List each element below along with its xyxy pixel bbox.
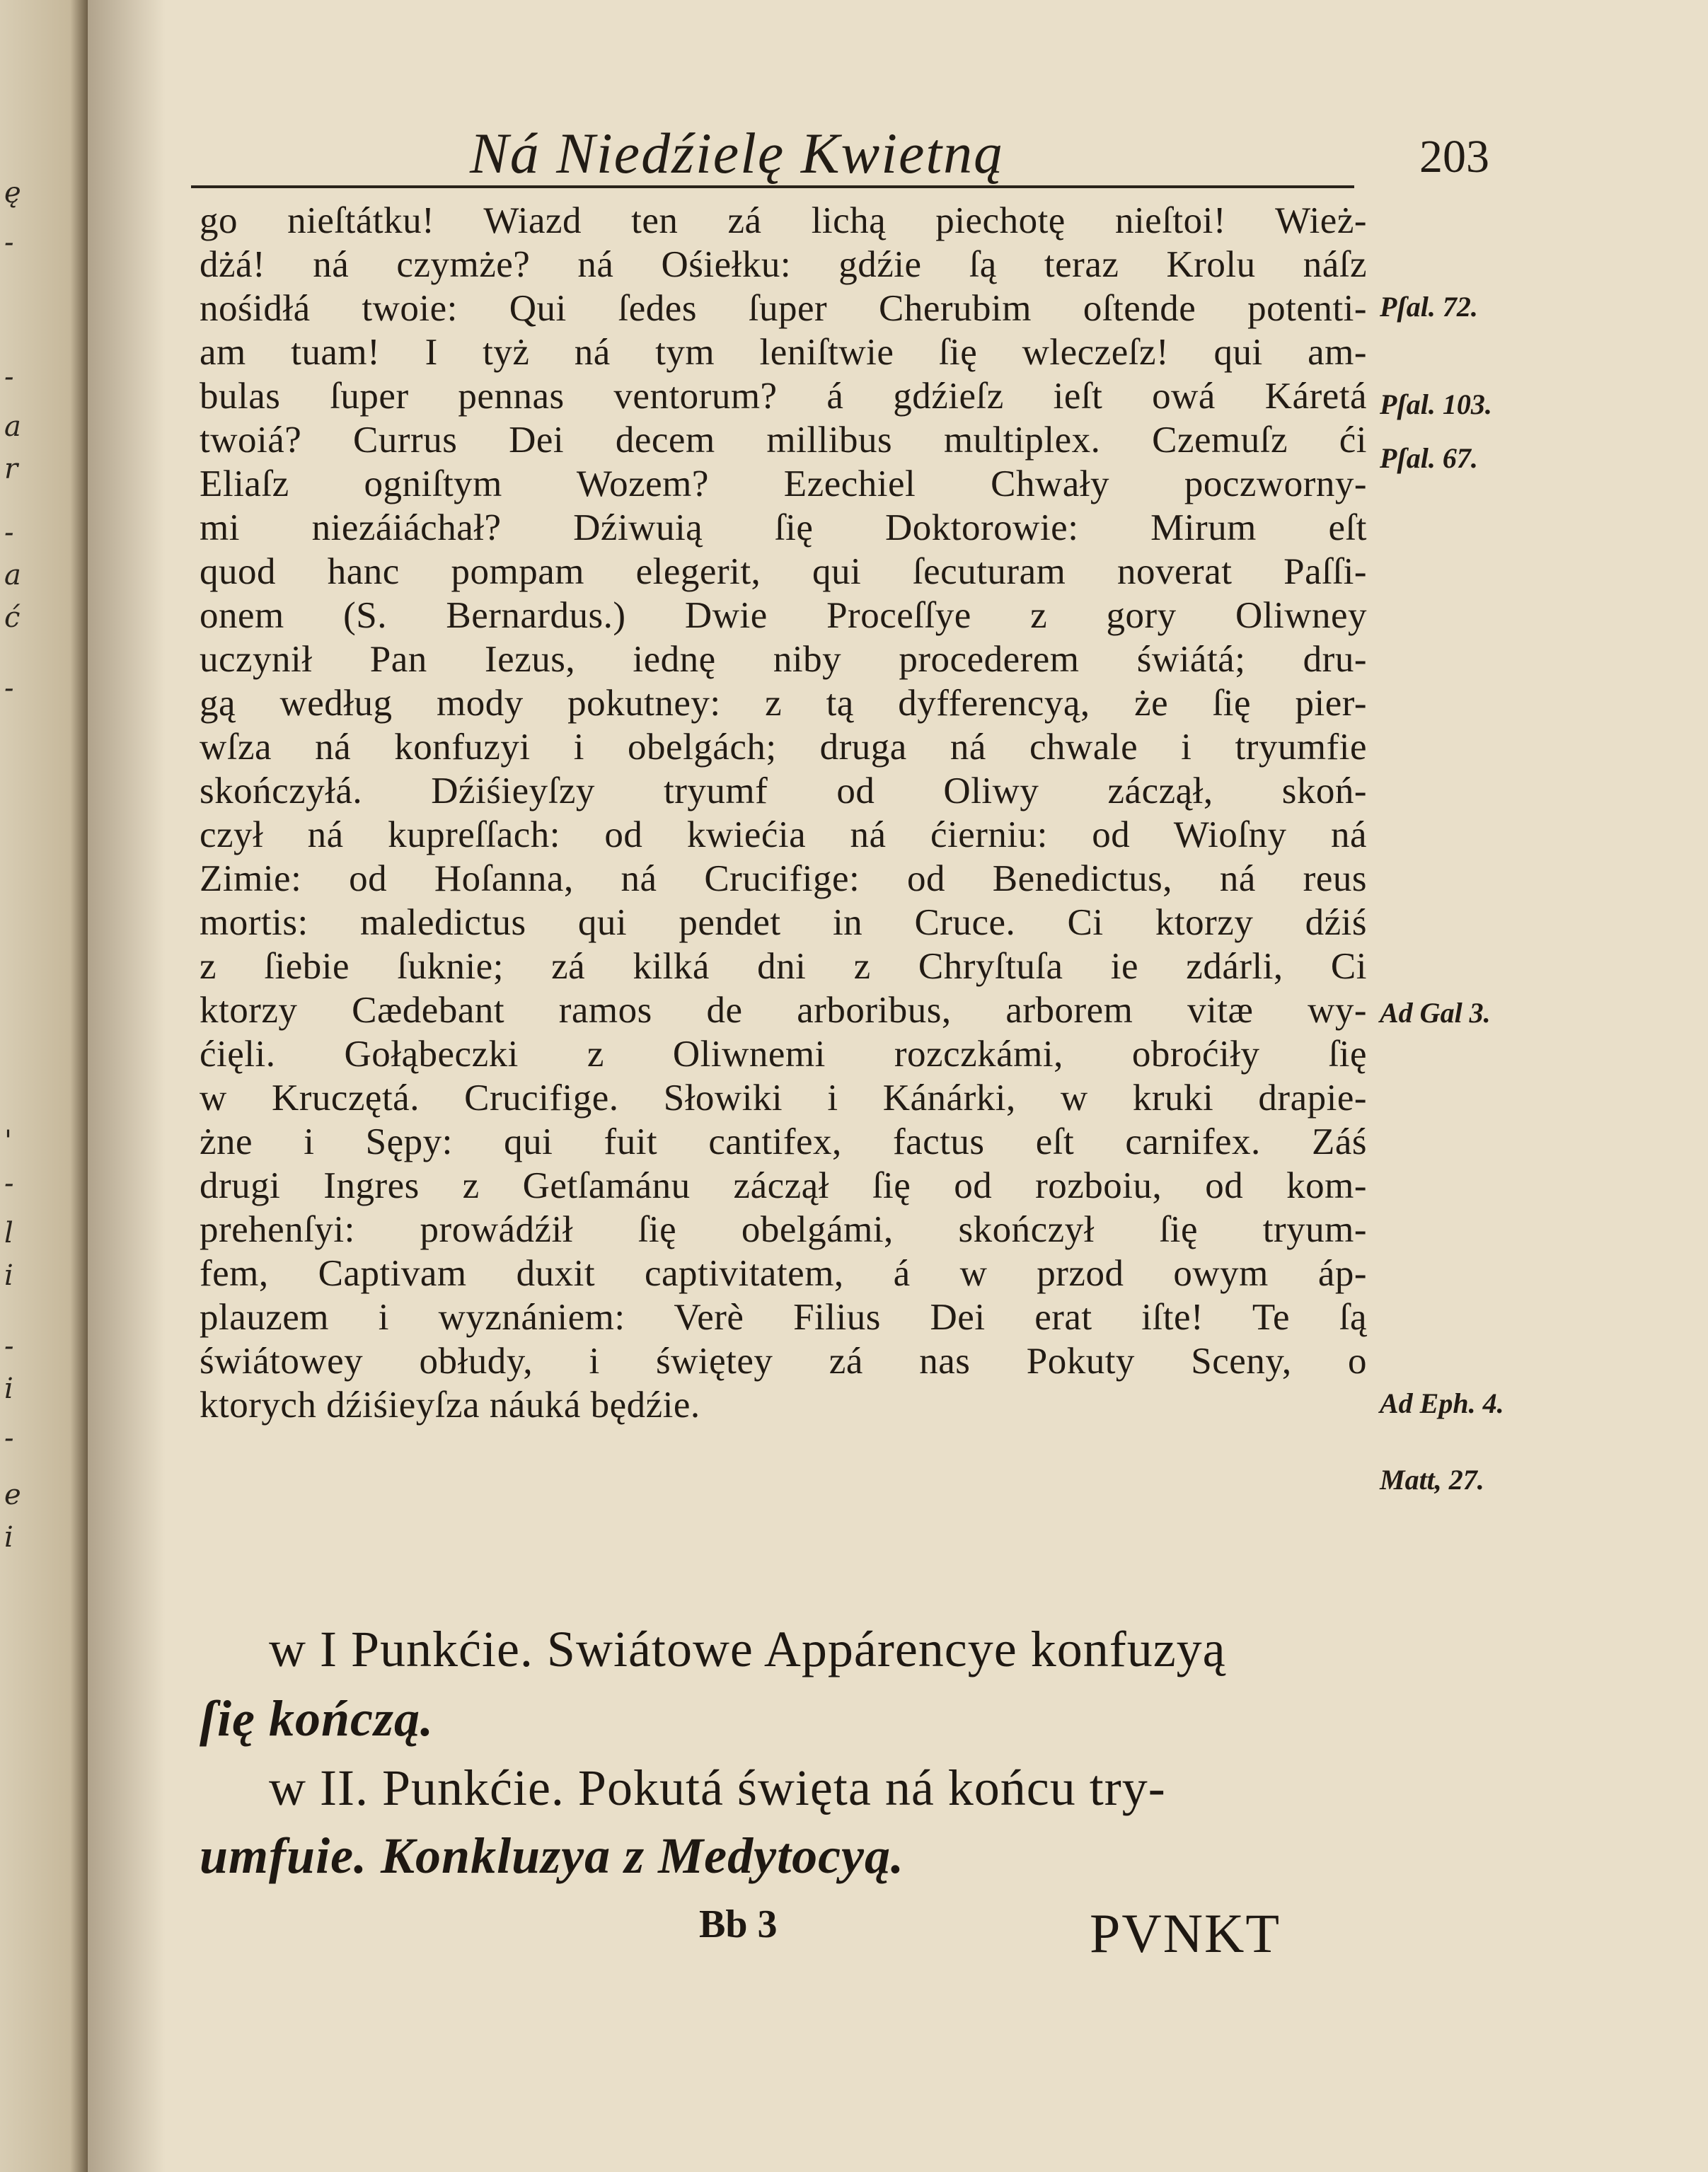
running-title: Ná Niedźielę Kwietną (470, 121, 1005, 185)
text-line: w Kruczętá. Crucifige. Słowiki i Kánárki, w kruki drapie- (200, 1078, 1367, 1119)
left-fragment: i (4, 1259, 13, 1292)
text-line: gą według mody pokutney: z tą dyfferencyą, że ſię pier- (200, 683, 1367, 724)
text-line: z ſiebie ſuknie; zá kilká dni z Chryſtuſa ie zdárli, Ci (200, 946, 1367, 987)
margin-note: Pſal. 103. (1380, 388, 1492, 420)
margin-note: Ad Eph. 4. (1380, 1387, 1504, 1419)
text-line: am tuam! I tyż ná tym leniſtwie ſię wleczeſz! qui am- (200, 332, 1367, 373)
text-line: wſza ná konfuzyi i obelgách; druga ná chwale i tryumfie (200, 727, 1367, 768)
left-fragment: - (4, 226, 14, 259)
text-line: uczynił Pan Iezus, iednę niby procederem świátá; dru- (200, 639, 1367, 680)
text-line: ćięli. Gołąbeczki z Oliwnemi rozczkámi, obroćiły ſię (200, 1034, 1367, 1075)
text-line: fem, Captivam duxit captivitatem, á w przod owym áp- (200, 1253, 1367, 1294)
text-line: ktorych dźiśieyſza náuká będźie. (200, 1385, 700, 1426)
text-line: mi niezáiáchał? Dźiwuią ſię Doktorowie: Mirum eſt (200, 507, 1367, 548)
left-fragment: ę (4, 177, 21, 209)
text-line: Eliaſz ogniſtym Wozem? Ezechiel Chwały poczworny- (200, 463, 1367, 504)
text-line: go nieſtátku! Wiazd ten zá lichą piechotę nieſtoi! Wież- (200, 200, 1367, 241)
text-line: prehenſyi: prowádźił ſię obelgámi, skończył ſię tryum- (200, 1209, 1367, 1250)
text-line: twoiá? Currus Dei decem millibus multiplex. Czemuſz ći (200, 420, 1367, 461)
left-fragment: - (4, 516, 14, 549)
text-line: plauzem i wyznániem: Verè Filius Dei erat iſte! Te ſą (200, 1297, 1367, 1338)
left-fragment: - (4, 1422, 14, 1455)
text-line: Zimie: od Hoſanna, ná Crucifige: od Benedictus, ná reus (200, 858, 1367, 899)
text-line: mortis: maledictus qui pendet in Cruce. Ci ktorzy dźiś (200, 902, 1367, 943)
left-fragment: ć (4, 601, 21, 634)
text-line: drugi Ingres z Getſamánu záczął ſię od rozboiu, od kom- (200, 1165, 1367, 1206)
left-page-edge (0, 0, 88, 2172)
left-fragment: a (4, 559, 21, 591)
text-line: skończyłá. Dźiśieyſzy tryumf od Oliwy záczął, skoń- (200, 770, 1367, 811)
text-line: czył ná kupreſſach: od kwiećia ná ćierniu: od Wioſny ná (200, 814, 1367, 855)
text-line: nośidłá twoie: Qui ſedes ſuper Cherubim oſtende potenti- (200, 288, 1367, 329)
catchword: PVNKT (1090, 1902, 1281, 1964)
left-fragment: i (4, 1373, 13, 1405)
text-line: żne i Sępy: qui fuit cantifex, factus eſt carnifex. Záś (200, 1121, 1367, 1162)
text-line: bulas ſuper pennas ventorum? á gdźieſz ieſt owá Káretá (200, 376, 1367, 417)
point-heading-1-cont: ſię kończą. (200, 1690, 434, 1747)
text-line: ktorzy Cædebant ramos de arboribus, arborem vitæ wy- (200, 990, 1367, 1031)
left-fragment: - (4, 361, 14, 393)
page-number: 203 (1419, 131, 1489, 183)
text-line: dżá! ná czymże? ná Ośiełku: gdźie ſą teraz Krolu náſz (200, 244, 1367, 285)
left-fragment: e (4, 1479, 21, 1511)
left-fragment: ' (4, 1125, 12, 1157)
margin-note: Ad Gal 3. (1380, 997, 1491, 1029)
signature-mark: Bb 3 (699, 1902, 778, 1946)
point-heading-2: w II. Punkćie. Pokutá święta ná końcu try- (269, 1760, 1166, 1816)
point-heading-1: w I Punkćie. Swiátowe Appárencye konfuzyą (269, 1621, 1226, 1677)
left-fragment: - (4, 1330, 14, 1363)
left-fragment: r (4, 453, 18, 485)
margin-note: Pſal. 72. (1380, 291, 1478, 323)
point-heading-2-cont: umfuie. Konkluzya z Medytocyą. (200, 1827, 904, 1884)
text-line: quod hanc pompam elegerit, qui ſecuturam noverat Paſſi- (200, 551, 1367, 592)
text-line: onem (S. Bernardus.) Dwie Proceſſye z gory Oliwney (200, 595, 1367, 636)
text-line: świátowey obłudy, i świętey zá nas Pokuty Sceny, o (200, 1341, 1367, 1382)
left-fragment: - (4, 1167, 14, 1200)
margin-note: Pſal. 67. (1380, 442, 1478, 474)
left-fragment: a (4, 410, 21, 443)
margin-note: Matt, 27. (1380, 1464, 1484, 1496)
left-fragment: - (4, 672, 14, 705)
left-fragment: i (4, 1521, 13, 1554)
left-fragment: l (4, 1217, 13, 1249)
header-rule (191, 185, 1354, 188)
